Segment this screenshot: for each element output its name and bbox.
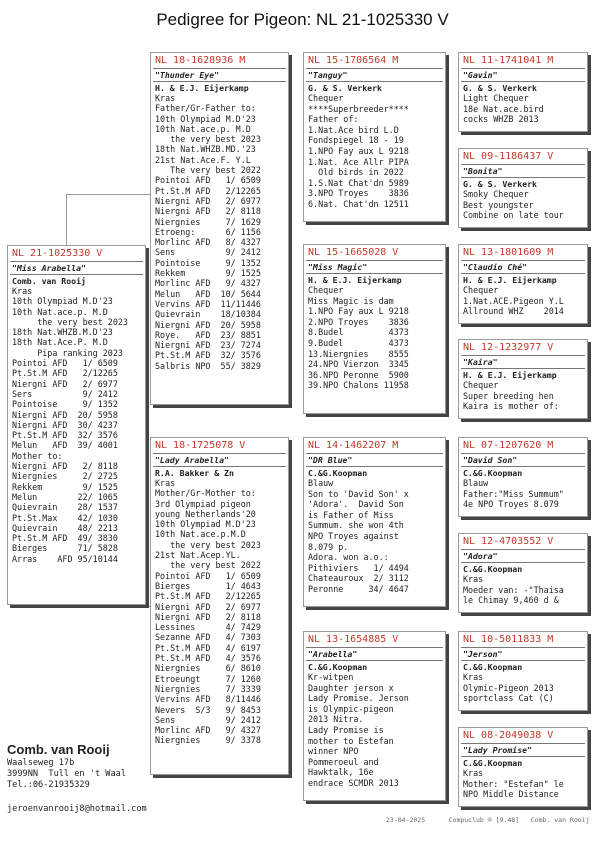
owner-name: G. & S. Verkerk <box>463 179 537 189</box>
breeder-info <box>7 742 147 791</box>
detail-line: Niergni AFD 2/ 8118 <box>155 206 261 217</box>
detail-line: 36.NPO Peronne 5900 <box>308 369 409 380</box>
detail-line: Chequer <box>308 93 344 103</box>
detail-line: 18th Nat.WHZB.M.D'23 <box>12 327 113 338</box>
pigeon-details <box>459 380 587 412</box>
detail-line: Roye. AFD 23/ 8851 <box>155 329 261 340</box>
detail-line: Bierges 1/ 4643 <box>155 580 261 591</box>
detail-line: Etroeungt 7/ 1260 <box>155 673 261 684</box>
detail-line: is Father of Miss <box>308 509 394 520</box>
detail-line: Melun AFD 10/ 5644 <box>155 288 261 299</box>
pigeon-details <box>459 574 587 606</box>
detail-line: Light Chequer <box>463 93 529 103</box>
detail-line: NPO Troyes against <box>308 530 399 541</box>
detail-line: Melun AFD 39/ 4001 <box>12 440 118 451</box>
sire-dam-dam-card[interactable] <box>458 339 588 419</box>
ring-number: NL 12-4703552 V <box>463 536 554 547</box>
detail-line: Quievrain 48/ 2213 <box>12 522 118 533</box>
dam-sire-card[interactable] <box>303 437 446 607</box>
detail-line: endrace SCMDR 2013 <box>308 777 399 788</box>
detail-line: Chequer <box>308 285 344 295</box>
detail-line: 10th Olympiad M.D'23 <box>12 296 113 307</box>
owner-name: C.&G.Koopman <box>463 662 523 672</box>
detail-line: Salbris NPO 55/ 3829 <box>155 360 261 371</box>
sire-card[interactable] <box>150 52 289 405</box>
pigeon-name: "David Son" <box>461 453 585 467</box>
pigeon-name: "Jerson" <box>461 647 585 661</box>
detail-line: Niergni AFD 2/ 6977 <box>155 195 261 206</box>
detail-line: 1.Nat.ACE.Pigeon Y.L <box>463 295 564 306</box>
detail-line: Moeder van: -"Thaisa <box>463 584 564 595</box>
owner-name: C.&G.Koopman <box>308 662 368 672</box>
detail-line: the very best 2023 <box>155 539 261 550</box>
detail-line: 13.Niergnies 8555 <box>308 348 409 359</box>
detail-line: sportclass Cat (C) <box>463 693 554 704</box>
detail-line: Daughter jerson x <box>308 682 394 693</box>
detail-line: Niergni AFD 20/ 5958 <box>12 409 118 420</box>
detail-line: Mother: "Estefan" le <box>463 778 564 789</box>
detail-line: 18e Nat.ace.bird <box>463 103 544 114</box>
detail-line: The very best 2022 <box>155 165 261 176</box>
pigeon-details <box>459 672 587 704</box>
detail-line: Niergnies 6/ 8610 <box>155 663 261 674</box>
detail-line: 1.S.Nat Chat'dn 5989 <box>308 177 409 188</box>
breeder-address-street: Waalseweg 17b <box>7 758 75 768</box>
owner-name: G. & S. Verkerk <box>463 83 537 93</box>
pigeon-details <box>304 478 445 595</box>
detail-line: Lessines 4/ 7429 <box>155 622 261 633</box>
pigeon-name: "Thunder Eye" <box>153 68 286 82</box>
detail-line: Niergni AFD 2/ 6977 <box>155 601 261 612</box>
detail-line: Pommeroeul and <box>308 756 379 767</box>
sire-sire-sire-card[interactable] <box>458 52 588 132</box>
detail-line: 10th Nat.ace.p. M.D <box>12 306 108 317</box>
detail-line: le Chimay 9,460 d & <box>463 595 559 606</box>
pigeon-name: "Lady Arabella" <box>153 453 286 467</box>
detail-line: Vervins AFD 8/11446 <box>155 694 261 705</box>
detail-line: Quievrain 28/ 1537 <box>12 502 118 513</box>
detail-line: Nevers S/3 9/ 8453 <box>155 704 261 715</box>
detail-line: Pointoi AFD 1/ 6509 <box>155 570 261 581</box>
detail-line: 1.Nat.Ace bird L.D <box>308 124 399 135</box>
detail-line: Smoky Chequer <box>463 189 529 199</box>
detail-line: Kras <box>463 768 484 778</box>
pigeon-name: "Tanguy" <box>306 68 443 82</box>
detail-line: 4e NPO Troyes 8.079 <box>463 499 559 510</box>
breeder-address-city: 3999NN Tull en 't Waal <box>7 769 126 779</box>
detail-line: Chequer <box>463 285 499 295</box>
owner-name: C.&G.Koopman <box>463 564 523 574</box>
detail-line: Kras <box>155 478 176 488</box>
owner-name: H. & E.J. Eijerkamp <box>463 275 557 285</box>
detail-line: Best youngster <box>463 199 534 210</box>
ring-number: NL 15-1665028 V <box>308 247 399 258</box>
connector-subject-dam <box>66 606 150 608</box>
detail-line: Adora. won a.o.: <box>308 552 389 563</box>
detail-line: 10th Nat.ace.p. M.D <box>155 123 251 134</box>
detail-line: Sezanne AFD 4/ 7303 <box>155 632 261 643</box>
ring-number: NL 09-1186437 V <box>463 151 554 162</box>
dam-dam-dam-card[interactable] <box>458 727 588 807</box>
detail-line: Sens 9/ 2412 <box>155 714 261 725</box>
detail-line: Son to 'David Son' x <box>308 488 409 499</box>
ring-number: NL 13-1801609 M <box>463 247 554 258</box>
pigeon-name: "Arabella" <box>306 647 443 661</box>
pigeon-name: "Miss Arabella" <box>10 261 143 275</box>
detail-line: Summum. she won 4th <box>308 520 404 531</box>
detail-line: Pt.St.M AFD 2/12265 <box>12 368 118 379</box>
detail-line: Pt.St.M AFD 32/ 3576 <box>155 350 261 361</box>
detail-line: 1.NPO Fay aux L 9218 <box>308 145 409 156</box>
pigeon-details <box>151 93 288 371</box>
ring-number: NL 15-1706564 M <box>308 55 399 66</box>
detail-line: 10th Olympiad M.D'23 <box>155 113 256 124</box>
dam-dam-sire-card[interactable] <box>458 631 588 711</box>
detail-line: Rekkem 9/ 1525 <box>155 268 261 279</box>
detail-line: Niergnies 2/ 2725 <box>12 471 118 482</box>
detail-line: 24.NPO Vierzon 3345 <box>308 359 409 370</box>
pigeon-details <box>459 768 587 800</box>
detail-line: 2013 Nitra. <box>308 714 364 725</box>
footer-info: 23-04-2025 Compuclub ® [9.48] Comb. van Rooij <box>386 816 590 824</box>
detail-line: Niergni AFD 20/ 5958 <box>155 319 261 330</box>
owner-name: H. & E.J. Eijerkamp <box>155 83 249 93</box>
detail-line: Arras AFD 95/10144 <box>12 553 118 564</box>
detail-line: Niergni AFD 2/ 6977 <box>12 378 118 389</box>
detail-line: Niergni AFD 2/ 8118 <box>155 611 261 622</box>
subject-pigeon-card[interactable] <box>7 245 146 605</box>
ring-number: NL 18-1725078 V <box>155 440 246 451</box>
detail-line: 18th Nat.Ace.P. M.D <box>12 337 108 348</box>
pigeon-name: "Gavin" <box>461 68 585 82</box>
detail-line: 6.Nat. Chat'dn 12511 <box>308 198 409 209</box>
detail-line: Etroeng: 6/ 1156 <box>155 226 261 237</box>
detail-line: 18th Nat.WHZB.MD.'23 <box>155 144 256 155</box>
detail-line: mother to Estefan <box>308 735 394 746</box>
detail-line: Niergni AFD 2/ 8118 <box>12 461 118 472</box>
detail-line: 3.NPO Troyes 3836 <box>308 188 409 199</box>
ring-number: NL 11-1741041 M <box>463 55 554 66</box>
detail-line: Blauw <box>463 478 489 488</box>
pigeon-name: "DR Blue" <box>306 453 443 467</box>
detail-line: Miss Magic is dam <box>308 295 394 306</box>
pigeon-name: "Adora" <box>461 549 585 563</box>
ring-number: NL 21-1025330 V <box>12 248 103 259</box>
detail-line: 10th Nat.ace.p.M.D <box>155 529 246 540</box>
detail-line: winner NPO <box>308 746 359 757</box>
detail-line: Kr-witpen <box>308 672 354 682</box>
pigeon-name: "Kaira" <box>461 355 585 369</box>
ring-number: NL 18-1628936 M <box>155 55 246 66</box>
owner-name: H. & E.J. Eijerkamp <box>463 370 557 380</box>
pigeon-details <box>304 93 445 210</box>
pigeon-details <box>8 286 145 564</box>
detail-line: Pointoi AFD 1/ 6509 <box>155 175 261 186</box>
dam-sire-dam-card[interactable] <box>458 533 588 613</box>
detail-line: 1.NPO Fay aux L 9218 <box>308 306 409 317</box>
detail-line: Bierges 71/ 5828 <box>12 543 118 554</box>
sire-dam-card[interactable] <box>303 244 446 414</box>
detail-line: Niergni AFD 23/ 7274 <box>155 340 261 351</box>
pigeon-details <box>151 478 288 746</box>
detail-line: Kras <box>463 672 484 682</box>
detail-line: Chateauroux 2/ 3112 <box>308 573 409 584</box>
detail-line: Pt.St.M AFD 4/ 3576 <box>155 653 261 664</box>
detail-line: Allround WHZ 2014 <box>463 306 564 317</box>
detail-line: Pointoise 9/ 1352 <box>155 257 261 268</box>
sire-dam-sire-card[interactable] <box>458 244 588 324</box>
detail-line: Peronne 34/ 4647 <box>308 583 409 594</box>
detail-line: Pt.St.Max 42/ 1030 <box>12 512 118 523</box>
detail-line: Morlinc AFD 9/ 4327 <box>155 278 261 289</box>
detail-line: Pt.St.M AFD 32/ 3576 <box>12 430 118 441</box>
breeder-phone: Tel.:06-21935329 <box>7 780 90 790</box>
detail-line: the very best 2022 <box>155 560 261 571</box>
detail-line: Niergnies 7/ 1629 <box>155 216 261 227</box>
pigeon-name: "Claudio Ché" <box>461 260 585 274</box>
detail-line: Kras <box>155 93 176 103</box>
detail-line: is Olympic-pigeon <box>308 703 394 714</box>
detail-line: 8.079 p. <box>308 541 349 552</box>
detail-line: 'Adora'. David Son <box>308 499 404 510</box>
detail-line: young Netherlands'20 <box>155 508 256 519</box>
ring-number: NL 08-2049038 V <box>463 730 554 741</box>
pigeon-details <box>459 189 587 221</box>
owner-name: C.&G.Koopman <box>463 468 523 478</box>
detail-line: Rekkem 9/ 1525 <box>12 481 118 492</box>
pigeon-details <box>459 478 587 510</box>
detail-line: Pt.St.M AFD 4/ 6197 <box>155 642 261 653</box>
detail-line: 1.Nat. Ace Allr PIPA <box>308 156 409 167</box>
detail-line: Hawktalk, 16e <box>308 767 374 778</box>
detail-line: Super breeding hen <box>463 390 554 401</box>
detail-line: Quievrain 18/10384 <box>155 309 261 320</box>
detail-line: the very best 2023 <box>155 134 261 145</box>
detail-line: Kras <box>463 574 484 584</box>
detail-line: Old birds in 2022 <box>308 167 404 178</box>
page-title: Pedigree for Pigeon: NL 21-1025330 V <box>156 10 449 29</box>
ring-number: NL 10-5011833 M <box>463 634 554 645</box>
detail-line: 9.Budel 4373 <box>308 337 409 348</box>
detail-line: Vervins AFD 11/11446 <box>155 298 261 309</box>
breeder-name: Comb. van Rooij <box>7 742 110 757</box>
detail-line: Mother to: <box>12 450 63 461</box>
ring-number: NL 13-1654885 V <box>308 634 399 645</box>
detail-line: 39.NPO Chalons 11958 <box>308 380 409 391</box>
detail-line: Kaira is mother of: <box>463 401 559 412</box>
ring-number: NL 14-1462207 M <box>308 440 399 451</box>
pigeon-name: "Bonita" <box>461 164 585 178</box>
detail-line: Niergnies 9/ 3378 <box>155 735 261 746</box>
detail-line: cocks WHZB 2013 <box>463 114 539 125</box>
detail-line: Father of: <box>308 114 359 125</box>
detail-line: Lady Promise. Jerson <box>308 693 409 704</box>
breeder-email[interactable]: jeroenvanrooij8@hotmail.com <box>7 804 147 814</box>
detail-line: Olymic-Pigeon 2013 <box>463 682 554 693</box>
detail-line: Fondspiegel 18 - 19 <box>308 135 404 146</box>
pigeon-details <box>304 672 445 789</box>
pigeon-details <box>459 93 587 125</box>
detail-line: ****Superbreeder**** <box>308 103 409 114</box>
detail-line: Morlinc AFD 9/ 4327 <box>155 725 261 736</box>
detail-line: Pithiviers 1/ 4494 <box>308 562 409 573</box>
detail-line: the very best 2023 <box>12 316 128 327</box>
ring-number: NL 12-1232977 V <box>463 342 554 353</box>
sire-sire-card[interactable] <box>303 52 446 222</box>
detail-line: Pointoise 9/ 1352 <box>12 399 118 410</box>
detail-line: Father/Gr-Father to: <box>155 103 256 114</box>
detail-line: Pointoi AFD 1/ 6509 <box>12 358 118 369</box>
detail-line: Pipa ranking 2023 <box>12 347 123 358</box>
detail-line: Melun 22/ 1065 <box>12 491 118 502</box>
owner-name: G. & S. Verkerk <box>308 83 382 93</box>
owner-name: H. & E.J. Eijerkamp <box>308 275 402 285</box>
detail-line: Niergnies 7/ 3339 <box>155 683 261 694</box>
detail-line: 10th Olympiad M.D'23 <box>155 519 256 530</box>
dam-sire-sire-card[interactable] <box>458 437 588 517</box>
detail-line: Lady Promise is <box>308 724 384 735</box>
detail-line: Chequer <box>463 380 499 390</box>
detail-line: Father:"Miss Summum" <box>463 488 564 499</box>
detail-line: Pt.St.M AFD 2/12265 <box>155 185 261 196</box>
detail-line: 3rd Olympiad pigeon <box>155 498 251 509</box>
detail-line: NPO Middle Distance <box>463 789 559 800</box>
ring-number: NL 07-1207620 M <box>463 440 554 451</box>
pigeon-name: "Lady Promise" <box>461 743 585 757</box>
detail-line: 2.NPO Troyes 3836 <box>308 316 409 327</box>
detail-line: Sers 9/ 2412 <box>12 388 118 399</box>
owner-name: C.&G.Koopman <box>308 468 368 478</box>
detail-line: Kras <box>12 286 33 296</box>
detail-line: Blauw <box>308 478 334 488</box>
sire-sire-dam-card[interactable] <box>458 148 588 228</box>
detail-line: Mother/Gr-Mother to: <box>155 488 256 499</box>
owner-name: C.&G.Koopman <box>463 758 523 768</box>
dam-card[interactable] <box>150 437 289 775</box>
detail-line: Niergni AFD 30/ 4237 <box>12 419 118 430</box>
detail-line: 21st Nat.Ace.F. Y.L <box>155 154 251 165</box>
pigeon-name: "Miss Magic" <box>306 260 443 274</box>
detail-line: Combine on late tour <box>463 210 564 221</box>
dam-dam-card[interactable] <box>303 631 446 801</box>
detail-line: 8.Budel 4373 <box>308 327 409 338</box>
owner-name: Comb. van Rooij <box>12 276 86 286</box>
pigeon-details <box>459 285 587 317</box>
pigeon-details <box>304 285 445 391</box>
detail-line: Sens 9/ 2412 <box>155 247 261 258</box>
detail-line: 21st Nat.Acep.YL. <box>155 550 241 561</box>
detail-line: Morlinc AFD 8/ 4327 <box>155 237 261 248</box>
detail-line: Pt.St.M AFD 49/ 3830 <box>12 533 118 544</box>
owner-name: R.A. Bakker & Zn <box>155 468 234 478</box>
detail-line: Pt.St.M AFD 2/12265 <box>155 591 261 602</box>
